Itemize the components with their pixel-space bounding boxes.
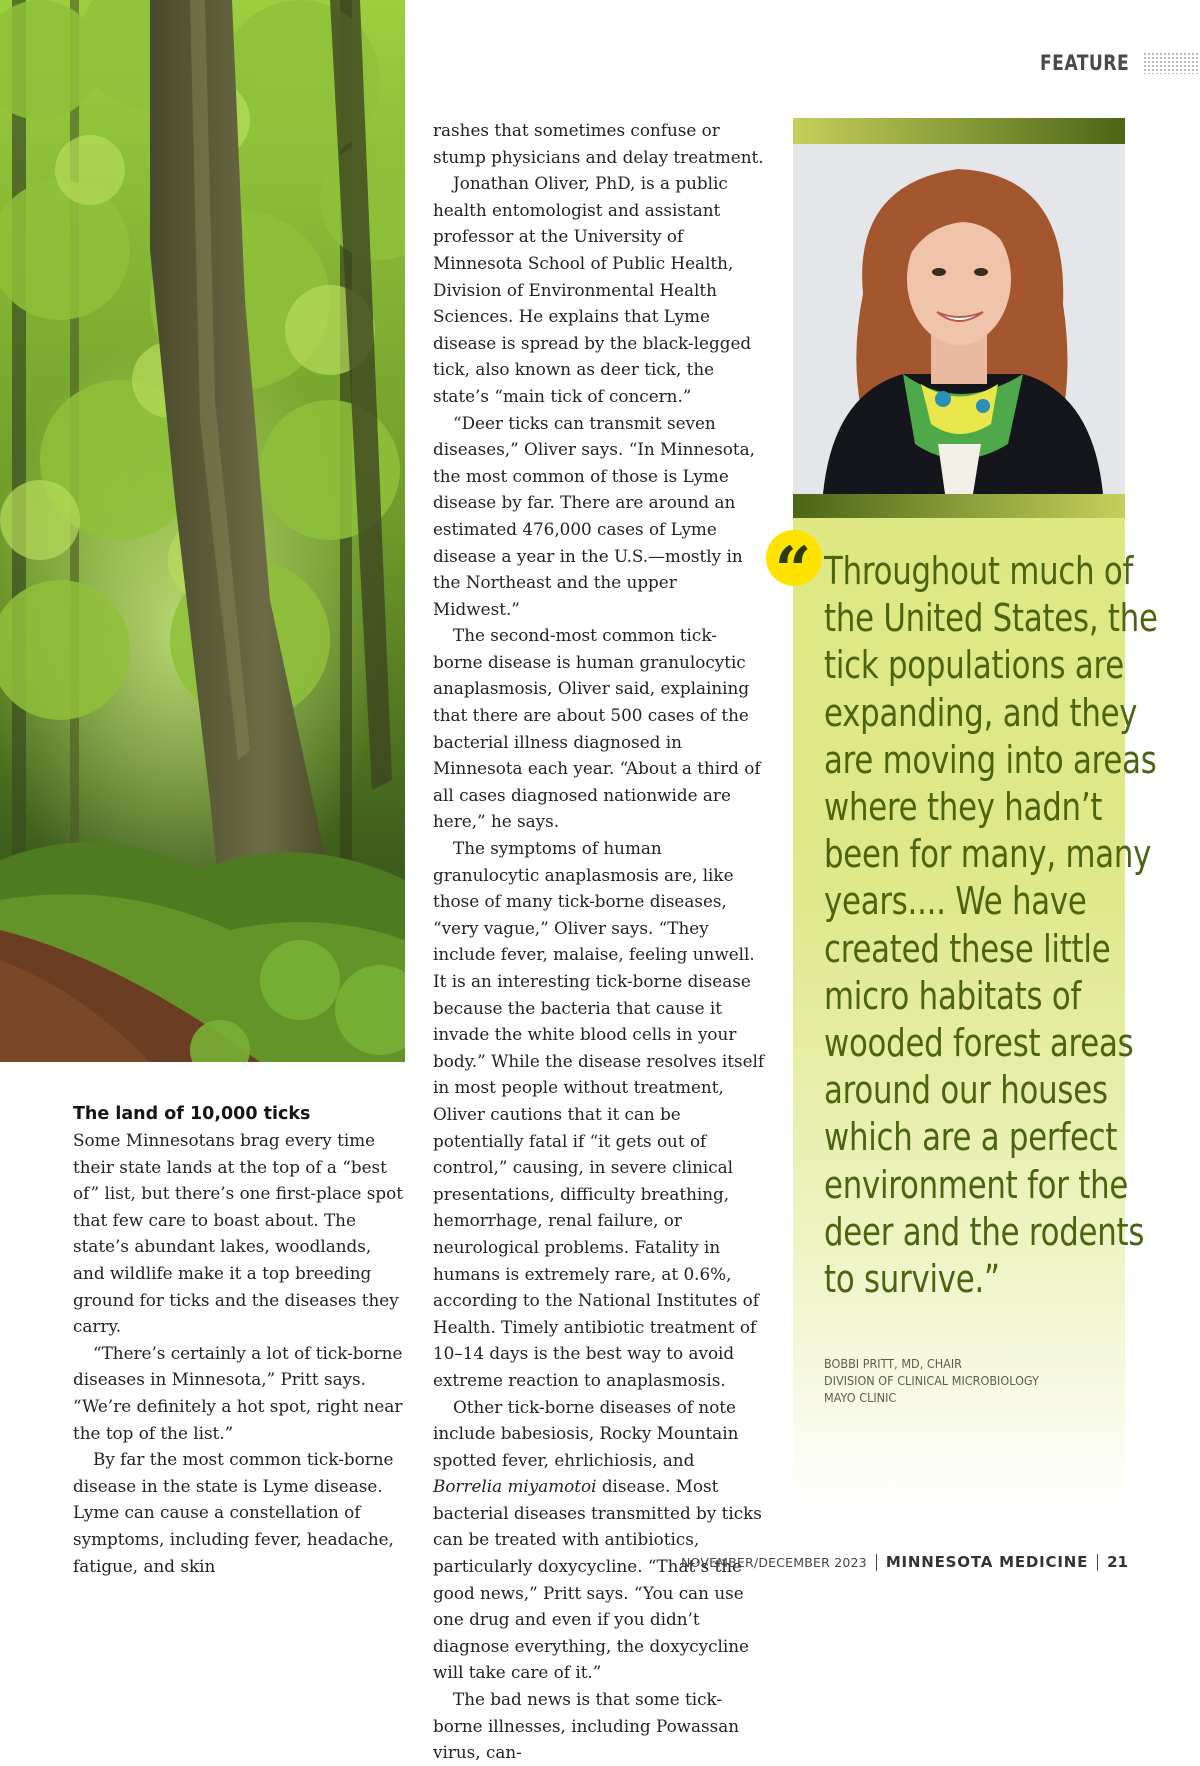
pull-quote-text: Throughout much of the United States, the tick populations are expanding, and they are moving into areas where they hadn’t been for many, many years.... We have created these little micro habitats of wooded forest areas around our houses which are a perfect environment for the deer and the rodents to survive.” <box>824 549 1158 1303</box>
issue-date: NOVEMBER/DECEMBER 2023 <box>680 1554 867 1570</box>
body-paragraph: Jonathan Oliver, PhD, is a public health entomologist and assistant professor at the University of Minnesota School of Public Health, Division of Environmental Health Sciences. He explains that Lyme disease is spread by the black-legged tick, also known as deer tick, the state’s “main tick of concern.” <box>433 173 752 406</box>
species-name: Borrelia miyamotoi <box>433 1476 597 1497</box>
attribution-line: BOBBI PRITT, MD, CHAIR <box>824 1356 962 1371</box>
section-label-text: FEATURE <box>1040 51 1130 75</box>
body-paragraph: rashes that sometimes confuse or stump physicians and delay treatment. <box>433 120 764 167</box>
attribution-line: MAYO CLINIC <box>824 1390 897 1405</box>
paragraph-text: Other tick-borne diseases of note include babesiosis, Rocky Mountain spotted fever, ehrlichiosis, and <box>433 1396 739 1470</box>
section-label <box>1040 48 1200 78</box>
body-paragraph: “There’s certainly a lot of tick-borne diseases in Minnesota,” Pritt says. “We’re definitely a hot spot, right near the top of the list.” <box>73 1342 403 1443</box>
forest-photo <box>0 0 405 1062</box>
quote-mark-glyph: “ <box>774 533 812 608</box>
body-paragraph: The bad news is that some tick-borne illnesses, including Powassan virus, can- <box>433 1689 740 1763</box>
paragraph-text: disease. Most bacterial diseases transmitted by ticks can be treated with antibiotics, particularly doxycycline. “That’s the good news,” Pritt says. “You can use one drug and even if you didn’t diagnose everything, the doxycycline will take care of it.” <box>433 1476 762 1683</box>
footer-divider <box>1097 1554 1098 1571</box>
footer-divider <box>876 1554 877 1571</box>
section-subhead: The land of 10,000 ticks <box>73 1104 311 1124</box>
attribution-line: DIVISION OF CLINICAL MICROBIOLOGY <box>824 1373 1039 1388</box>
body-paragraph: “Deer ticks can transmit seven diseases,” Oliver says. “In Minnesota, the most common of those is Lyme disease by far. There are around an estimated 476,000 cases of Lyme disease a year in the U.S.—mostly in the Northeast and the upper Midwest.” <box>433 412 755 619</box>
portrait-photo <box>793 144 1125 494</box>
middle-column <box>433 117 765 1766</box>
panel-top-bar <box>793 118 1125 144</box>
body-paragraph: The symptoms of human granulocytic anaplasmosis are, like those of many tick-borne diseases, “very vague,” Oliver says. “They include fever, malaise, feeling unwell. It is an interesting tick-borne disease because the bacteria that cause it invade the white blood cells in your body.” While the disease resolves itself in most people without treatment, Oliver cautions that it can be potentially fatal if “it gets out of control,” causing, in severe clinical presentations, difficulty breathing, hemorrhage, renal failure, or neurological problems. Fatality in humans is extremely rare, at 0.6%, according to the National Institutes of Health. Timely antibiotic treatment of 10–14 days is the best way to avoid extreme reaction to anaplasmosis. <box>433 838 765 1390</box>
panel-bottom-bar <box>793 494 1125 518</box>
pull-quote-attribution <box>824 1355 1124 1406</box>
page-number: 21 <box>1107 1553 1128 1571</box>
magazine-title: MINNESOTA MEDICINE <box>885 1553 1089 1571</box>
body-paragraph: By far the most common tick-borne disease in the state is Lyme disease. Lyme can cause a constellation of symptoms, including fever, headache, fatigue, and skin <box>73 1449 394 1576</box>
page-footer <box>681 1550 1128 1574</box>
body-paragraph: The second-most common tick-borne disease is human granulocytic anaplasmosis, Oliver said, explaining that there are about 500 cases of the bacterial illness diagnosed in Minnesota each year. “About a third of all cases diagnosed nationwide are here,” he says. <box>433 625 761 832</box>
body-paragraph: Some Minnesotans brag every time their state lands at the top of a “best of” list, but there’s one first-place spot that few care to boast about. The state’s abundant lakes, woodlands, and wildlife make it a top breeding ground for ticks and the diseases they carry. <box>73 1130 403 1337</box>
left-column <box>73 1101 406 1579</box>
body-paragraph <box>433 1394 765 1687</box>
dotted-rule <box>1143 52 1200 74</box>
quote-mark-icon <box>766 530 822 608</box>
